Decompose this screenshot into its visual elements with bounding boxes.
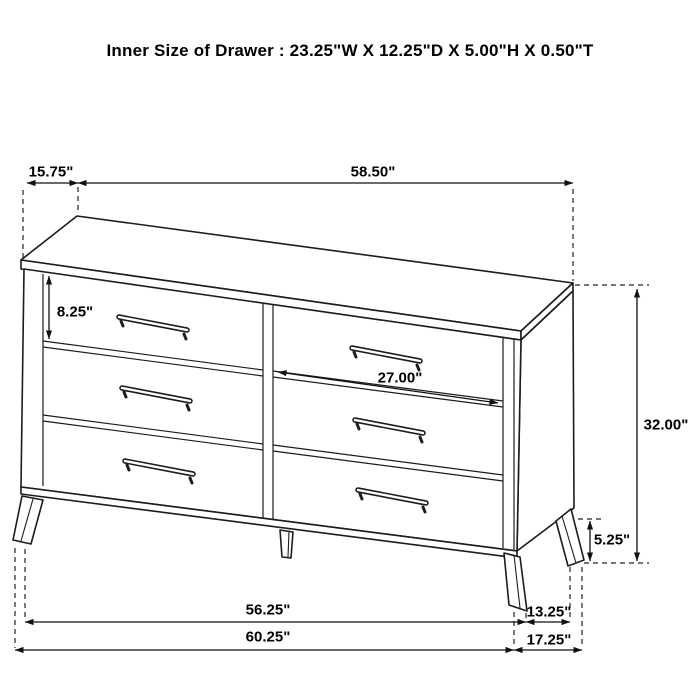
- dim-label-drawer-front-width: 27.00": [377, 369, 423, 387]
- dim-label-top-width: 58.50": [350, 163, 396, 181]
- dresser-body: [13, 216, 584, 611]
- front-left-leg: [13, 496, 43, 544]
- dim-label-front-width-between-legs: 56.25": [245, 601, 291, 619]
- dim-label-leg-height: 5.25": [593, 531, 631, 549]
- dim-label-top-drawer-height: 8.25": [56, 303, 94, 321]
- diagram-title: Inner Size of Drawer : 23.25"W X 12.25"D X 5.00"H X 0.50"T: [106, 41, 594, 60]
- dim-label-overall-depth: 17.25": [526, 631, 572, 649]
- front-right-leg: [504, 553, 527, 611]
- dim-label-overall-height: 32.00": [643, 416, 689, 434]
- dim-label-leg-spread-depth: 13.25": [526, 603, 572, 621]
- back-right-leg: [556, 509, 584, 566]
- dim-label-overall-width: 60.25": [245, 628, 291, 646]
- front-center-leg: [280, 530, 293, 558]
- dim-label-top-depth: 15.75": [28, 163, 74, 181]
